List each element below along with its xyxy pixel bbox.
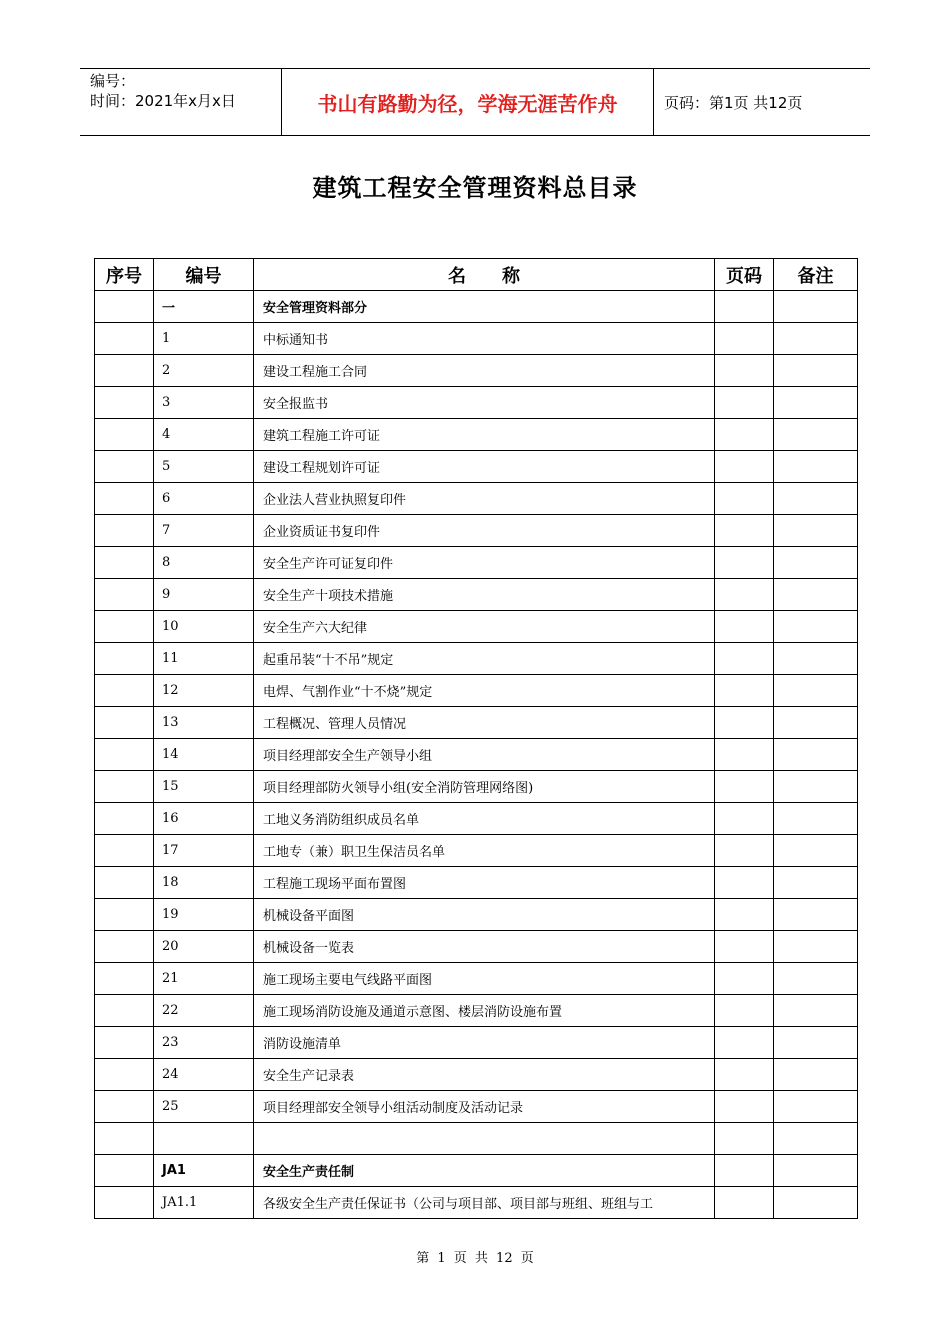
seq-cell [95, 1123, 154, 1155]
remark-cell [774, 547, 858, 579]
code-cell: 6 [154, 483, 254, 515]
table-body [95, 291, 858, 1219]
page-cell [715, 899, 774, 931]
code-cell: 2 [154, 355, 254, 387]
page-cell [715, 483, 774, 515]
table-row [95, 643, 858, 675]
name-cell: 安全生产许可证复印件 [254, 547, 715, 579]
remark-cell [774, 579, 858, 611]
remark-cell [774, 675, 858, 707]
seq-cell [95, 803, 154, 835]
remark-cell [774, 1091, 858, 1123]
code-cell: 4 [154, 419, 254, 451]
table-row [95, 611, 858, 643]
name-cell: 工程概况、管理人员情况 [254, 707, 715, 739]
name-cell: 企业法人营业执照复印件 [254, 483, 715, 515]
seq-cell [95, 483, 154, 515]
seq-cell [95, 867, 154, 899]
remark-cell [774, 771, 858, 803]
name-cell: 工地专（兼）职卫生保洁员名单 [254, 835, 715, 867]
name-cell: 安全生产记录表 [254, 1059, 715, 1091]
page-cell [715, 771, 774, 803]
code-cell: 10 [154, 611, 254, 643]
page-cell [715, 931, 774, 963]
table-row [95, 291, 858, 323]
page-cell [715, 419, 774, 451]
remark-cell [774, 803, 858, 835]
name-cell: 消防设施清单 [254, 1027, 715, 1059]
table-row [95, 1027, 858, 1059]
column-header-code: 编号 [154, 259, 254, 291]
code-cell: 一 [154, 291, 254, 323]
code-cell: 14 [154, 739, 254, 771]
table-row [95, 387, 858, 419]
remark-cell [774, 707, 858, 739]
table-row [95, 1091, 858, 1123]
page-cell [715, 803, 774, 835]
table-row [95, 547, 858, 579]
name-cell: 各级安全生产责任保证书（公司与项目部、项目部与班组、班组与工 [254, 1187, 715, 1219]
code-cell: 13 [154, 707, 254, 739]
seq-cell [95, 771, 154, 803]
page-cell [715, 739, 774, 771]
seq-cell [95, 675, 154, 707]
page-cell [715, 291, 774, 323]
code-cell: 1 [154, 323, 254, 355]
page-cell [715, 323, 774, 355]
name-cell: 工地义务消防组织成员名单 [254, 803, 715, 835]
page-cell [715, 1027, 774, 1059]
seq-cell [95, 899, 154, 931]
seq-cell [95, 1091, 154, 1123]
table-row [95, 355, 858, 387]
code-cell: JA1 [154, 1155, 254, 1187]
remark-cell [774, 355, 858, 387]
page-cell [715, 1059, 774, 1091]
table-row [95, 931, 858, 963]
page-cell [715, 515, 774, 547]
name-cell: 建设工程规划许可证 [254, 451, 715, 483]
remark-cell [774, 483, 858, 515]
code-cell: 20 [154, 931, 254, 963]
seq-cell [95, 547, 154, 579]
table-row [95, 1187, 858, 1219]
code-cell: 15 [154, 771, 254, 803]
seq-cell [95, 1059, 154, 1091]
remark-cell [774, 867, 858, 899]
column-header-name: 名 称 [254, 259, 715, 291]
page-cell [715, 547, 774, 579]
remark-cell [774, 1059, 858, 1091]
name-cell: 项目经理部防火领导小组(安全消防管理网络图) [254, 771, 715, 803]
remark-cell [774, 1187, 858, 1219]
page-cell [715, 611, 774, 643]
remark-cell [774, 931, 858, 963]
table-row [95, 835, 858, 867]
remark-cell [774, 995, 858, 1027]
table-header-row [95, 259, 858, 291]
code-cell: 9 [154, 579, 254, 611]
table-row [95, 739, 858, 771]
seq-cell [95, 931, 154, 963]
seq-cell [95, 963, 154, 995]
seq-cell [95, 515, 154, 547]
table-row [95, 675, 858, 707]
seq-cell [95, 707, 154, 739]
remark-cell [774, 899, 858, 931]
table-row [95, 419, 858, 451]
remark-cell [774, 419, 858, 451]
seq-cell [95, 291, 154, 323]
table-row [95, 803, 858, 835]
seq-cell [95, 835, 154, 867]
table-row [95, 1155, 858, 1187]
name-cell [254, 1123, 715, 1155]
document-title: 建筑工程安全管理资料总目录 [312, 174, 638, 202]
code-cell: 16 [154, 803, 254, 835]
remark-cell [774, 963, 858, 995]
table-row [95, 323, 858, 355]
name-cell: 建筑工程施工许可证 [254, 419, 715, 451]
page-header [80, 68, 870, 136]
remark-cell [774, 323, 858, 355]
seq-cell [95, 611, 154, 643]
code-cell: 12 [154, 675, 254, 707]
remark-cell [774, 451, 858, 483]
table-row [95, 995, 858, 1027]
seq-cell [95, 1155, 154, 1187]
code-cell: 23 [154, 1027, 254, 1059]
name-cell: 安全生产责任制 [254, 1155, 715, 1187]
name-cell: 项目经理部安全领导小组活动制度及活动记录 [254, 1091, 715, 1123]
toc-table [94, 258, 858, 1219]
name-cell: 安全生产十项技术措施 [254, 579, 715, 611]
name-cell: 企业资质证书复印件 [254, 515, 715, 547]
column-header-remark: 备注 [774, 259, 858, 291]
remark-cell [774, 291, 858, 323]
table-row [95, 515, 858, 547]
remark-cell [774, 1123, 858, 1155]
page-cell [715, 387, 774, 419]
table-row [95, 1123, 858, 1155]
page-cell [715, 707, 774, 739]
remark-cell [774, 835, 858, 867]
code-cell: JA1.1 [154, 1187, 254, 1219]
page-cell [715, 675, 774, 707]
column-header-page: 页码 [715, 259, 774, 291]
remark-cell [774, 643, 858, 675]
code-cell: 18 [154, 867, 254, 899]
table-row [95, 1059, 858, 1091]
seq-cell [95, 419, 154, 451]
seq-cell [95, 1187, 154, 1219]
code-cell [154, 1123, 254, 1155]
table-row [95, 579, 858, 611]
code-cell: 24 [154, 1059, 254, 1091]
code-cell: 7 [154, 515, 254, 547]
code-cell: 22 [154, 995, 254, 1027]
seq-cell [95, 323, 154, 355]
document-time-label: 时间：2021年x月x日 [90, 92, 236, 110]
page-cell [715, 835, 774, 867]
remark-cell [774, 1155, 858, 1187]
name-cell: 安全生产六大纪律 [254, 611, 715, 643]
code-cell: 17 [154, 835, 254, 867]
name-cell: 工程施工现场平面布置图 [254, 867, 715, 899]
seq-cell [95, 579, 154, 611]
name-cell: 安全管理资料部分 [254, 291, 715, 323]
code-cell: 21 [154, 963, 254, 995]
page-cell [715, 995, 774, 1027]
page-cell [715, 867, 774, 899]
column-header-seq: 序号 [95, 259, 154, 291]
header-page-info: 页码：第1页 共12页 [664, 93, 803, 112]
name-cell: 机械设备一览表 [254, 931, 715, 963]
page-cell [715, 579, 774, 611]
table-row [95, 899, 858, 931]
code-cell: 25 [154, 1091, 254, 1123]
code-cell: 11 [154, 643, 254, 675]
name-cell: 建设工程施工合同 [254, 355, 715, 387]
table-row [95, 867, 858, 899]
seq-cell [95, 1027, 154, 1059]
header-meta [80, 69, 282, 135]
page-cell [715, 355, 774, 387]
seq-cell [95, 451, 154, 483]
page-cell [715, 451, 774, 483]
seq-cell [95, 355, 154, 387]
page-cell [715, 1155, 774, 1187]
page-cell [715, 1187, 774, 1219]
name-cell: 机械设备平面图 [254, 899, 715, 931]
seq-cell [95, 643, 154, 675]
table-row [95, 771, 858, 803]
name-cell: 电焊、气割作业“十不烧”规定 [254, 675, 715, 707]
page-cell [715, 643, 774, 675]
name-cell: 起重吊装“十不吊”规定 [254, 643, 715, 675]
remark-cell [774, 611, 858, 643]
table-row [95, 483, 858, 515]
name-cell: 项目经理部安全生产领导小组 [254, 739, 715, 771]
seq-cell [95, 739, 154, 771]
seq-cell [95, 387, 154, 419]
table-row [95, 451, 858, 483]
remark-cell [774, 387, 858, 419]
name-cell: 施工现场消防设施及通道示意图、楼层消防设施布置 [254, 995, 715, 1027]
name-cell: 施工现场主要电气线路平面图 [254, 963, 715, 995]
header-motto: 书山有路勤为径，学海无涯苦作舟 [282, 69, 654, 135]
document-number-label: 编号： [90, 72, 136, 90]
code-cell: 19 [154, 899, 254, 931]
page-cell [715, 963, 774, 995]
seq-cell [95, 995, 154, 1027]
code-cell: 8 [154, 547, 254, 579]
remark-cell [774, 1027, 858, 1059]
remark-cell [774, 739, 858, 771]
code-cell: 3 [154, 387, 254, 419]
name-cell: 安全报监书 [254, 387, 715, 419]
page-footer: 第 1 页 共 12 页 [416, 1251, 534, 1266]
remark-cell [774, 515, 858, 547]
page-cell [715, 1091, 774, 1123]
name-cell: 中标通知书 [254, 323, 715, 355]
page-cell [715, 1123, 774, 1155]
table-row [95, 707, 858, 739]
code-cell: 5 [154, 451, 254, 483]
table-row [95, 963, 858, 995]
